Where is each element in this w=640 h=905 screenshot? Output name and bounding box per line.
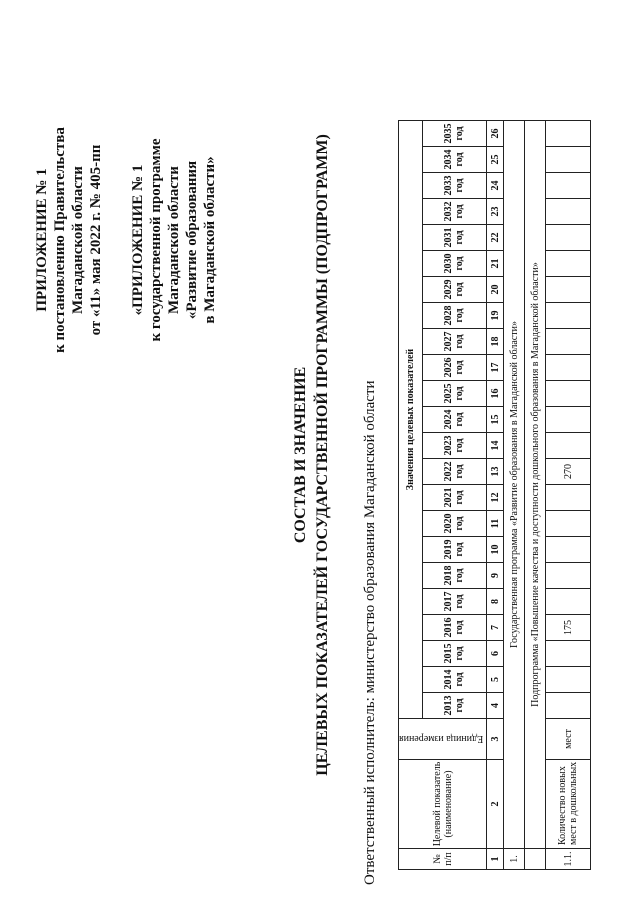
year-header-cell: 2034 год	[422, 147, 487, 173]
year-header-cell: 2026 год	[422, 355, 487, 381]
value-cell	[546, 121, 591, 147]
value-cell	[546, 251, 591, 277]
column-index-cell: 21	[487, 251, 504, 277]
section-1-number: 1.	[504, 849, 525, 870]
column-index-cell: 15	[487, 407, 504, 433]
row-number: 1.1.	[546, 849, 591, 870]
responsible-executor: Ответственный исполнитель: министерство образования Магаданской области	[362, 380, 378, 885]
year-header-cell: 2030 год	[422, 251, 487, 277]
subprogram-number-cell	[525, 849, 546, 870]
column-index-cell: 23	[487, 199, 504, 225]
value-cell	[546, 329, 591, 355]
value-cell	[546, 589, 591, 615]
year-header-cell: 2027 год	[422, 329, 487, 355]
year-header-cell: 2021 год	[422, 485, 487, 511]
value-cell	[546, 147, 591, 173]
year-header-cell: 2033 год	[422, 173, 487, 199]
column-index-cell: 11	[487, 511, 504, 537]
column-index-cell: 19	[487, 303, 504, 329]
year-header-cell: 2028 год	[422, 303, 487, 329]
column-index-cell: 13	[487, 459, 504, 485]
year-header-cell: 2031 год	[422, 225, 487, 251]
year-header-cell: 2019 год	[422, 537, 487, 563]
year-header-cell: 2035 год	[422, 121, 487, 147]
section-1-label: Государственная программа «Развитие образования в Магаданской области»	[504, 121, 525, 849]
row-indicator: Количество новых мест в дошкольных	[546, 760, 591, 849]
document-title-line-1: СОСТАВ И ЗНАЧЕНИЕ	[292, 366, 309, 544]
column-index-cell: 6	[487, 641, 504, 667]
year-header-cell: 2020 год	[422, 511, 487, 537]
year-header-cell: 2014 год	[422, 667, 487, 693]
year-header-cell: 2029 год	[422, 277, 487, 303]
value-cell	[546, 355, 591, 381]
value-cell	[546, 173, 591, 199]
year-header-cell: 2023 год	[422, 433, 487, 459]
document-title-line-2: ЦЕЛЕВЫХ ПОКАЗАТЕЛЕЙ ГОСУДАРСТВЕННОЙ ПРОГРАММЫ (ПОДПРОГРАММ)	[314, 134, 331, 776]
program-name-line-2: в Магаданской области»	[202, 156, 218, 324]
old-program-line: к государственной программе	[148, 138, 164, 342]
column-index-cell: 9	[487, 563, 504, 589]
region-line: Магаданской области	[70, 166, 86, 314]
subprogram-label: Подпрограмма «Повышение качества и доступности дошкольного образования в Магаданской области»	[525, 121, 546, 849]
year-header-cell: 2025 год	[422, 381, 487, 407]
year-header-cell: 2018 год	[422, 563, 487, 589]
column-index-cell: 20	[487, 277, 504, 303]
column-index-cell: 17	[487, 355, 504, 381]
year-header-cell: 2017 год	[422, 589, 487, 615]
row-unit: мест	[546, 719, 591, 760]
column-index-cell: 10	[487, 537, 504, 563]
column-index-cell: 3	[487, 719, 504, 760]
value-cell	[546, 667, 591, 693]
column-index-cell: 24	[487, 173, 504, 199]
program-name-line-1: «Развитие образования	[184, 160, 200, 320]
value-cell	[546, 537, 591, 563]
value-cell	[546, 303, 591, 329]
decree-date-line: от «11» мая 2022 г. № 405-пп	[88, 144, 104, 336]
column-index-cell: 2	[487, 760, 504, 849]
col-header-number: № п/п	[399, 849, 487, 870]
column-index-cell: 7	[487, 615, 504, 641]
old-region-line: Магаданской области	[166, 166, 182, 314]
column-index-cell: 8	[487, 589, 504, 615]
value-cell	[546, 641, 591, 667]
unit-header-text: Единица измерения	[399, 733, 484, 745]
value-cell: 270	[546, 459, 591, 485]
table-row	[546, 121, 591, 870]
value-cell	[546, 511, 591, 537]
col-header-unit	[399, 719, 487, 760]
column-index-cell: 5	[487, 667, 504, 693]
year-header-cell: 2015 год	[422, 641, 487, 667]
value-cell: 175	[546, 615, 591, 641]
column-index-cell: 1	[487, 849, 504, 870]
column-index-cell: 25	[487, 147, 504, 173]
value-cell	[546, 485, 591, 511]
year-header-cell: 2016 год	[422, 615, 487, 641]
value-cell	[546, 563, 591, 589]
value-cell	[546, 277, 591, 303]
value-cell	[546, 407, 591, 433]
column-index-cell: 14	[487, 433, 504, 459]
value-cell	[546, 433, 591, 459]
year-header-cell: 2022 год	[422, 459, 487, 485]
column-index-cell: 18	[487, 329, 504, 355]
column-index-cell: 26	[487, 121, 504, 147]
year-header-cell: 2032 год	[422, 199, 487, 225]
value-cell	[546, 225, 591, 251]
col-header-indicator: Целевой показатель (наименование)	[399, 760, 487, 849]
column-index-cell: 22	[487, 225, 504, 251]
old-appendix-heading: «ПРИЛОЖЕНИЕ № 1	[130, 164, 146, 316]
value-cell	[546, 199, 591, 225]
value-cell	[546, 381, 591, 407]
year-header-cell: 2013 год	[422, 693, 487, 719]
appendix-heading: ПРИЛОЖЕНИЕ № 1	[34, 168, 50, 312]
column-index-row	[487, 121, 504, 870]
indicators-table	[398, 120, 591, 870]
col-header-values: Значения целевых показателей	[399, 121, 423, 719]
column-index-cell: 16	[487, 381, 504, 407]
column-index-cell: 4	[487, 693, 504, 719]
decree-line: к постановлению Правительства	[52, 127, 68, 353]
value-cell	[546, 693, 591, 719]
column-index-cell: 12	[487, 485, 504, 511]
year-header-cell: 2024 год	[422, 407, 487, 433]
